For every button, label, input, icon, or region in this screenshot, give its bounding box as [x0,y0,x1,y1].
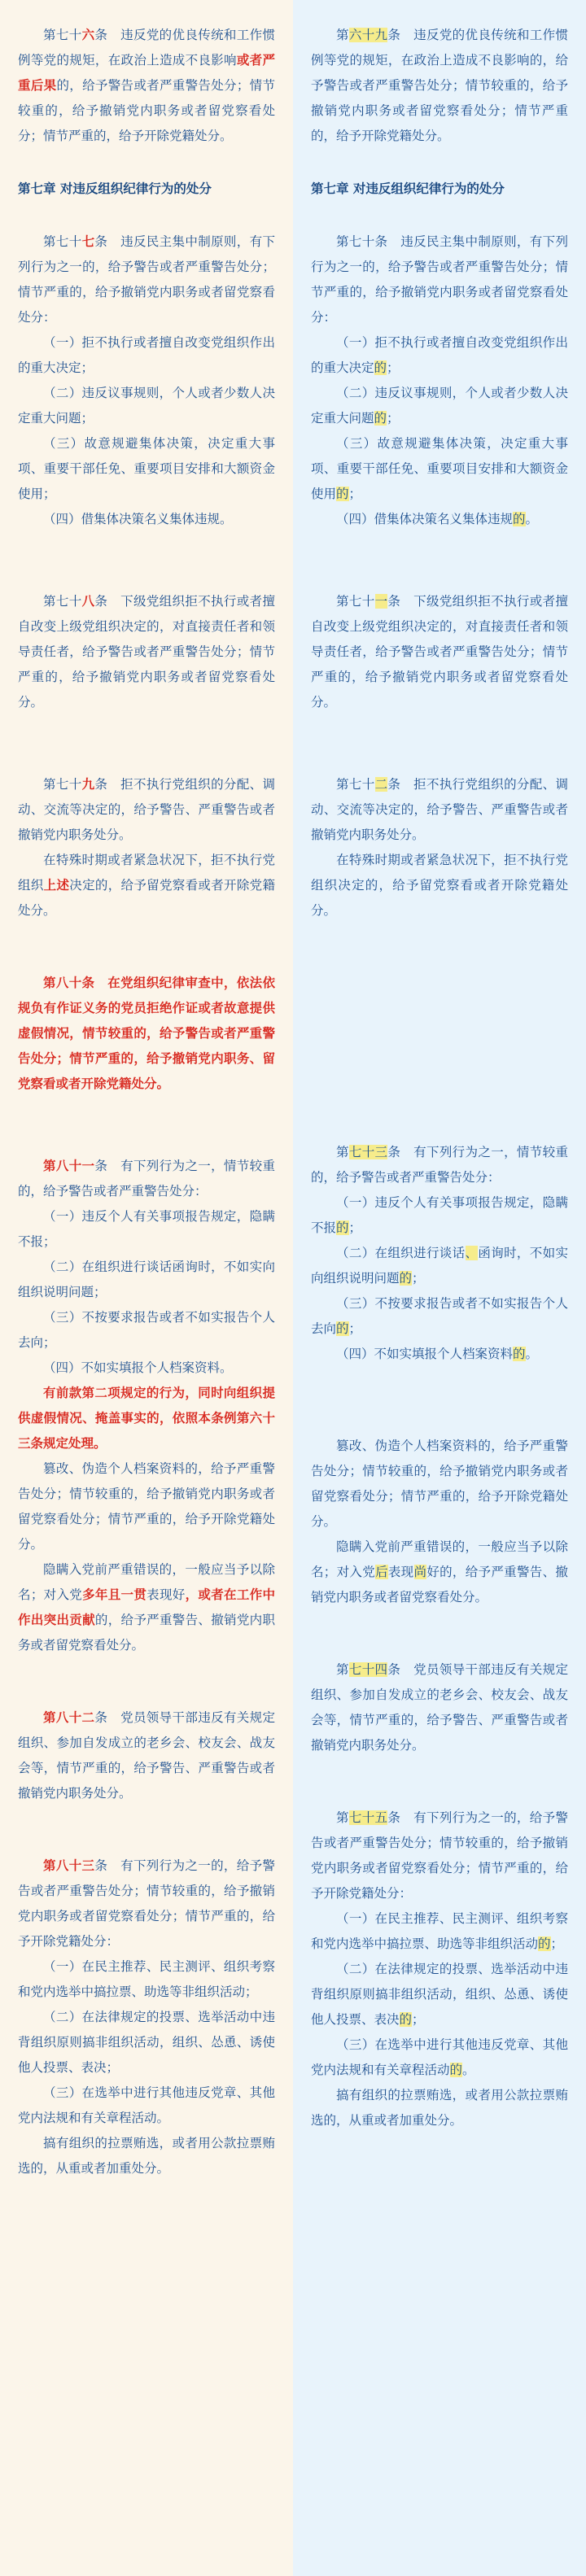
text-run: 搞有组织的拉票贿选，或者用公款拉票贿选的，从重或者加重处分。 [18,2136,275,2176]
article-81-forgery-paragraph [18,1456,275,1557]
article-73-forgery-paragraph [311,1434,568,1535]
article-81-item-2 [18,1255,275,1305]
text-run: ； [348,1220,362,1235]
text-run: 条 违反党的优良传统和工作惯例等党的规矩，在政治上造成不良影响的，给予警告或者严重警告处分；情节较重的，给予撤销党内职务或者留党察看处分；情节严重的，给予开除党籍处分。 [311,28,568,143]
text-run: 篡改、伪造个人档案资料的，给予严重警告处分；情节较重的，给予撤销党内职务或者留党察看处分；情节严重的，给予开除党籍处分。 [311,1439,568,1529]
text-run: ； [550,1936,564,1951]
article-77-item-4 [18,507,275,532]
revised-text: 第八十三 [43,1858,95,1873]
text-run: （四）借集体决策名义集体违规 [336,512,514,526]
text-run: 条 下级党组织拒不执行或者擅自改变上级党组织决定的，对直接责任者和领导责任者，给予警告或者严重警告处分；情节严重的，给予撤销党内职务或者留党察看处分。 [18,594,275,709]
article-75-item-1 [311,1906,568,1957]
text-run: （三）不按要求报告或者不如实报告个人去向 [311,1296,568,1336]
revised-text: 多年且一贯 [82,1587,147,1602]
text-run: 第七十 [43,777,82,792]
article-75-item-2 [311,1957,568,2032]
article-79-para-2 [18,848,275,923]
article-77-item-1 [18,330,275,381]
text-run: （四）不如实填报个人档案资料。 [43,1360,233,1375]
article-71-text [311,589,568,715]
text-run: 在特殊时期或者紧急状况下，拒不执行党组织决定的，给予留党察看或者开除党籍处分。 [311,853,568,918]
article-72-para-2 [311,848,568,923]
article-83-final-paragraph [18,2131,275,2181]
revised-text: 第八十一 [43,1159,95,1173]
highlighted-text: 七十三 [348,1145,388,1159]
text-run: 第七十条 违反民主集中制原则，有下列行为之一的，给予警告或者严重警告处分；情节严重的，给予撤销党内职务或者留党察看处分： [311,234,568,325]
text-run: ； [348,1321,362,1336]
text-run: 第 [336,28,349,42]
article-79-para-1 [18,772,275,848]
article-73-item-1 [311,1190,568,1241]
text-run: 。 [462,2063,475,2077]
revised-text: 有前款第二项规定的行为，同时向组织提供虚假情况、掩盖事实的，依照本条例第六十三条规定处理。 [18,1386,275,1451]
text-run: 表现 [387,1565,414,1579]
article-70-item-3 [311,431,568,507]
highlighted-text: 一 [374,594,388,609]
text-run: （三）在选举中进行其他违反党章、其他党内法规和有关章程活动。 [18,2085,275,2125]
article-73-concealment-paragraph [311,1535,568,1610]
text-run: 第 [336,1145,349,1159]
revised-text: 八 [81,594,95,609]
article-75-item-3 [311,2032,568,2083]
article-70-item-2 [311,381,568,431]
text-run: （四）借集体决策名义集体违规。 [43,512,233,526]
text-run: 好的，给予严重警告、撤销党内职务或者留党察看处分。 [311,1565,568,1605]
article-70-intro [311,229,568,330]
article-75-final-paragraph [311,2083,568,2133]
highlighted-text: 的 [513,1347,526,1361]
text-run: 条 有下列行为之一，情节较重的，给予警告或者严重警告处分： [18,1159,275,1198]
text-run: ； [387,411,400,426]
revised-text: 七 [81,234,95,249]
text-run: 条 有下列行为之一的，给予警告或者严重警告处分；情节较重的，给予撤销党内职务或者留党察看处分；情节严重的，给予开除党籍处分： [311,1810,568,1901]
article-80 [18,971,275,1097]
text-run: 。 [525,512,539,526]
highlighted-text: 的 [513,512,526,526]
article-78-text [18,589,275,715]
text-run: 的，给予严重警告、撤销党内职务或者留党察看处分。 [18,1613,275,1653]
text-run: 隐瞒入党前严重错误的，一般应当予以除名；对入党 [311,1539,568,1579]
text-run: 第七十 [336,594,375,609]
highlighted-text: 二 [374,777,388,792]
text-run: 条 党员领导干部违反有关规定组织、参加自发成立的老乡会、校友会、战友会等，情节严重的，给予警告、严重警告或者撤销党内职务处分。 [311,1662,568,1753]
text-run: （一）违反个人有关事项报告规定，隐瞒不报； [18,1209,275,1249]
article-70-item-4 [311,507,568,532]
text-run: 第 [336,1662,349,1677]
article-81-item-4 [18,1356,275,1381]
text-run: 条 有下列行为之一，情节较重的，给予警告或者严重警告处分： [311,1145,568,1185]
text-run: 在特殊时期或者紧急状况下，拒不执行党组织 [18,853,275,893]
article-83 [18,1853,275,2181]
text-run: （一）违反个人有关事项报告规定，隐瞒不报 [311,1195,568,1235]
article-73-item-4 [311,1342,568,1367]
text-run: 搞有组织的拉票贿选，或者用公款拉票贿选的，从重或者加重处分。 [311,2088,568,2128]
text-run: 决定的，给予留党察看或者开除党籍处分。 [18,878,275,918]
article-80-text [18,971,275,1097]
text-run: （二）违反议事规则，个人或者少数人决定重大问题 [311,386,568,426]
highlighted-text: 的 [538,1936,551,1951]
article-83-item-2 [18,2005,275,2080]
article-74-text [311,1657,568,1758]
text-run: （一）在民主推荐、民主测评、组织考察和党内选举中搞拉票、助选等非组织活动； [18,1959,275,1999]
text-run: 的，给予警告或者严重警告处分；情节较重的，给予撤销党内职务或者留党察看处分；情节严重的，给予开除党籍处分。 [18,78,275,143]
text-run: 第七十 [43,234,82,249]
article-77-intro [18,229,275,330]
highlighted-text: 七十四 [348,1662,388,1677]
article-81-item-3 [18,1305,275,1356]
highlighted-text: 的 [336,487,349,501]
text-run: ； [412,2012,425,2027]
revised-text: 第八十二 [43,1710,95,1725]
revised-text: 上述 [43,878,70,893]
text-run: 条 有下列行为之一的，给予警告或者严重警告处分；情节较重的，给予撤销党内职务或者留党察看处分；情节严重的，给予开除党籍处分： [18,1858,275,1949]
revised-text: 六 [81,28,95,42]
text-run: 函询时，不如实向组织说明问题 [311,1246,568,1286]
article-79 [18,772,275,923]
text-run: （三）在选举中进行其他违反党章、其他党内法规和有关章程活动 [311,2037,568,2077]
text-run: ； [348,487,362,501]
text-run: 隐瞒入党前严重错误的，一般应当予以除名；对入党 [18,1562,275,1602]
chapter-7-heading-old: 第七章 对违反组织纪律行为的处分 [311,181,505,196]
article-83-intro [18,1853,275,1954]
text-run: 第七十 [43,28,82,42]
article-74 [311,1657,568,1758]
article-75-intro [311,1805,568,1906]
revised-text: ，或者在工作中作出突出贡献 [18,1587,275,1627]
chapter-7-heading: 第七章 对违反组织纪律行为的处分 [18,181,212,196]
text-run: （二）在组织进行谈话 [336,1246,466,1260]
article-71 [311,589,568,715]
article-72 [311,772,568,923]
revised-text: 第八十条 在党组织纪律审查中，依法依规负有作证义务的党员拒绝作证或者故意提供虚假情况，情节较重的，给予警告或者严重警告处分；情节严重的，给予撤销党内职务、留党察看或者开除党籍处分。 [18,976,275,1091]
text-run: （二）在组织进行谈话函询时，不如实向组织说明问题； [18,1260,275,1299]
article-76-text [18,23,275,149]
highlighted-text: 后 [375,1565,388,1579]
text-run: 。 [525,1347,539,1361]
highlighted-text: 的 [336,1321,349,1336]
article-72-para-1 [311,772,568,848]
article-81-concealment-paragraph [18,1557,275,1658]
highlighted-text: 六十九 [348,28,388,42]
article-81-new-paragraph [18,1381,275,1456]
text-run: （二）在法律规定的投票、选举活动中违背组织原则搞非组织活动，组织、怂恿、诱使他人投票、表决； [18,2010,275,2075]
highlighted-text: 七十五 [348,1810,388,1825]
article-82-text [18,1705,275,1806]
text-run: 表现好 [146,1587,186,1602]
article-78 [18,589,275,715]
article-81-intro [18,1154,275,1204]
text-run: （二）违反议事规则，个人或者少数人决定重大问题； [18,386,275,426]
text-run: （一）拒不执行或者擅自改变党组织作出的重大决定 [311,335,568,375]
article-81 [18,1154,275,1658]
article-73-intro [311,1140,568,1190]
text-run: 篡改、伪造个人档案资料的，给予严重警告处分；情节较重的，给予撤销党内职务或者留党察看处分；情节严重的，给予开除党籍处分。 [18,1461,275,1552]
revised-text: 九 [81,777,95,792]
article-77-item-2 [18,381,275,431]
article-69 [311,23,568,149]
text-run: （三）故意规避集体决策，决定重大事项、重要干部任免、重要项目安排和大额资金使用； [18,436,275,501]
text-run: 条 拒不执行党组织的分配、调动、交流等决定的，给予警告、严重警告或者撤销党内职务处分。 [311,777,568,842]
text-run: 条 下级党组织拒不执行或者擅自改变上级党组织决定的，对直接责任者和领导责任者，给予警告或者严重警告处分；情节严重的，给予撤销党内职务或者留党察看处分。 [311,594,568,709]
article-70-item-1 [311,330,568,381]
highlighted-text: 的 [336,1220,349,1235]
text-run: 第七十 [336,777,375,792]
text-run: （三）不按要求报告或者不如实报告个人去向； [18,1310,275,1350]
text-run: ； [387,360,400,375]
text-run: 条 党员领导干部违反有关规定组织、参加自发成立的老乡会、校友会、战友会等，情节严重的，给予警告、严重警告或者撤销党内职务处分。 [18,1710,275,1801]
highlighted-text: 的 [374,360,387,375]
text-run: 第七十 [43,594,82,609]
text-run: （二）在法律规定的投票、选举活动中违背组织原则搞非组织活动，组织、怂恿、诱使他人投票、表决 [311,1962,568,2027]
article-69-text [311,23,568,149]
article-81-item-1 [18,1204,275,1255]
revised-text: 或者严重后果 [18,53,275,93]
article-73-item-2 [311,1241,568,1291]
highlighted-text: 、 [465,1246,479,1260]
text-run: ； [412,1271,425,1286]
highlighted-text: 的 [399,1271,413,1286]
old-version-column [293,0,586,2576]
article-70 [311,229,568,532]
article-76 [18,23,275,149]
text-run: （一）在民主推荐、民主测评、组织考察和党内选举中搞拉票、助选等非组织活动 [311,1911,568,1951]
article-77-item-3 [18,431,275,507]
article-73 [311,1140,568,1610]
article-83-item-1 [18,1954,275,2005]
article-73-item-3 [311,1291,568,1342]
text-run: 条 违反民主集中制原则，有下列行为之一的，给予警告或者严重警告处分；情节严重的，给予撤销党内职务或者留党察看处分： [18,234,275,325]
text-run: （四）不如实填报个人档案资料 [336,1347,514,1361]
highlighted-text: 的 [399,2012,413,2027]
text-run: 第 [336,1810,349,1825]
highlighted-text: 尚 [413,1565,427,1579]
article-75 [311,1805,568,2133]
text-run: （三）故意规避集体决策，决定重大事项、重要干部任免、重要项目安排和大额资金使用 [311,436,568,501]
article-77 [18,229,275,532]
text-run: 条 违反党的优良传统和工作惯例等党的规矩，在政治上造成不良影响 [18,28,275,68]
article-83-item-3 [18,2080,275,2131]
highlighted-text: 的 [449,2063,463,2077]
highlighted-text: 的 [374,411,387,426]
article-82 [18,1705,275,1806]
text-run: （一）拒不执行或者擅自改变党组织作出的重大决定； [18,335,275,375]
text-run: 条 拒不执行党组织的分配、调动、交流等决定的，给予警告、严重警告或者撤销党内职务处分。 [18,777,275,842]
